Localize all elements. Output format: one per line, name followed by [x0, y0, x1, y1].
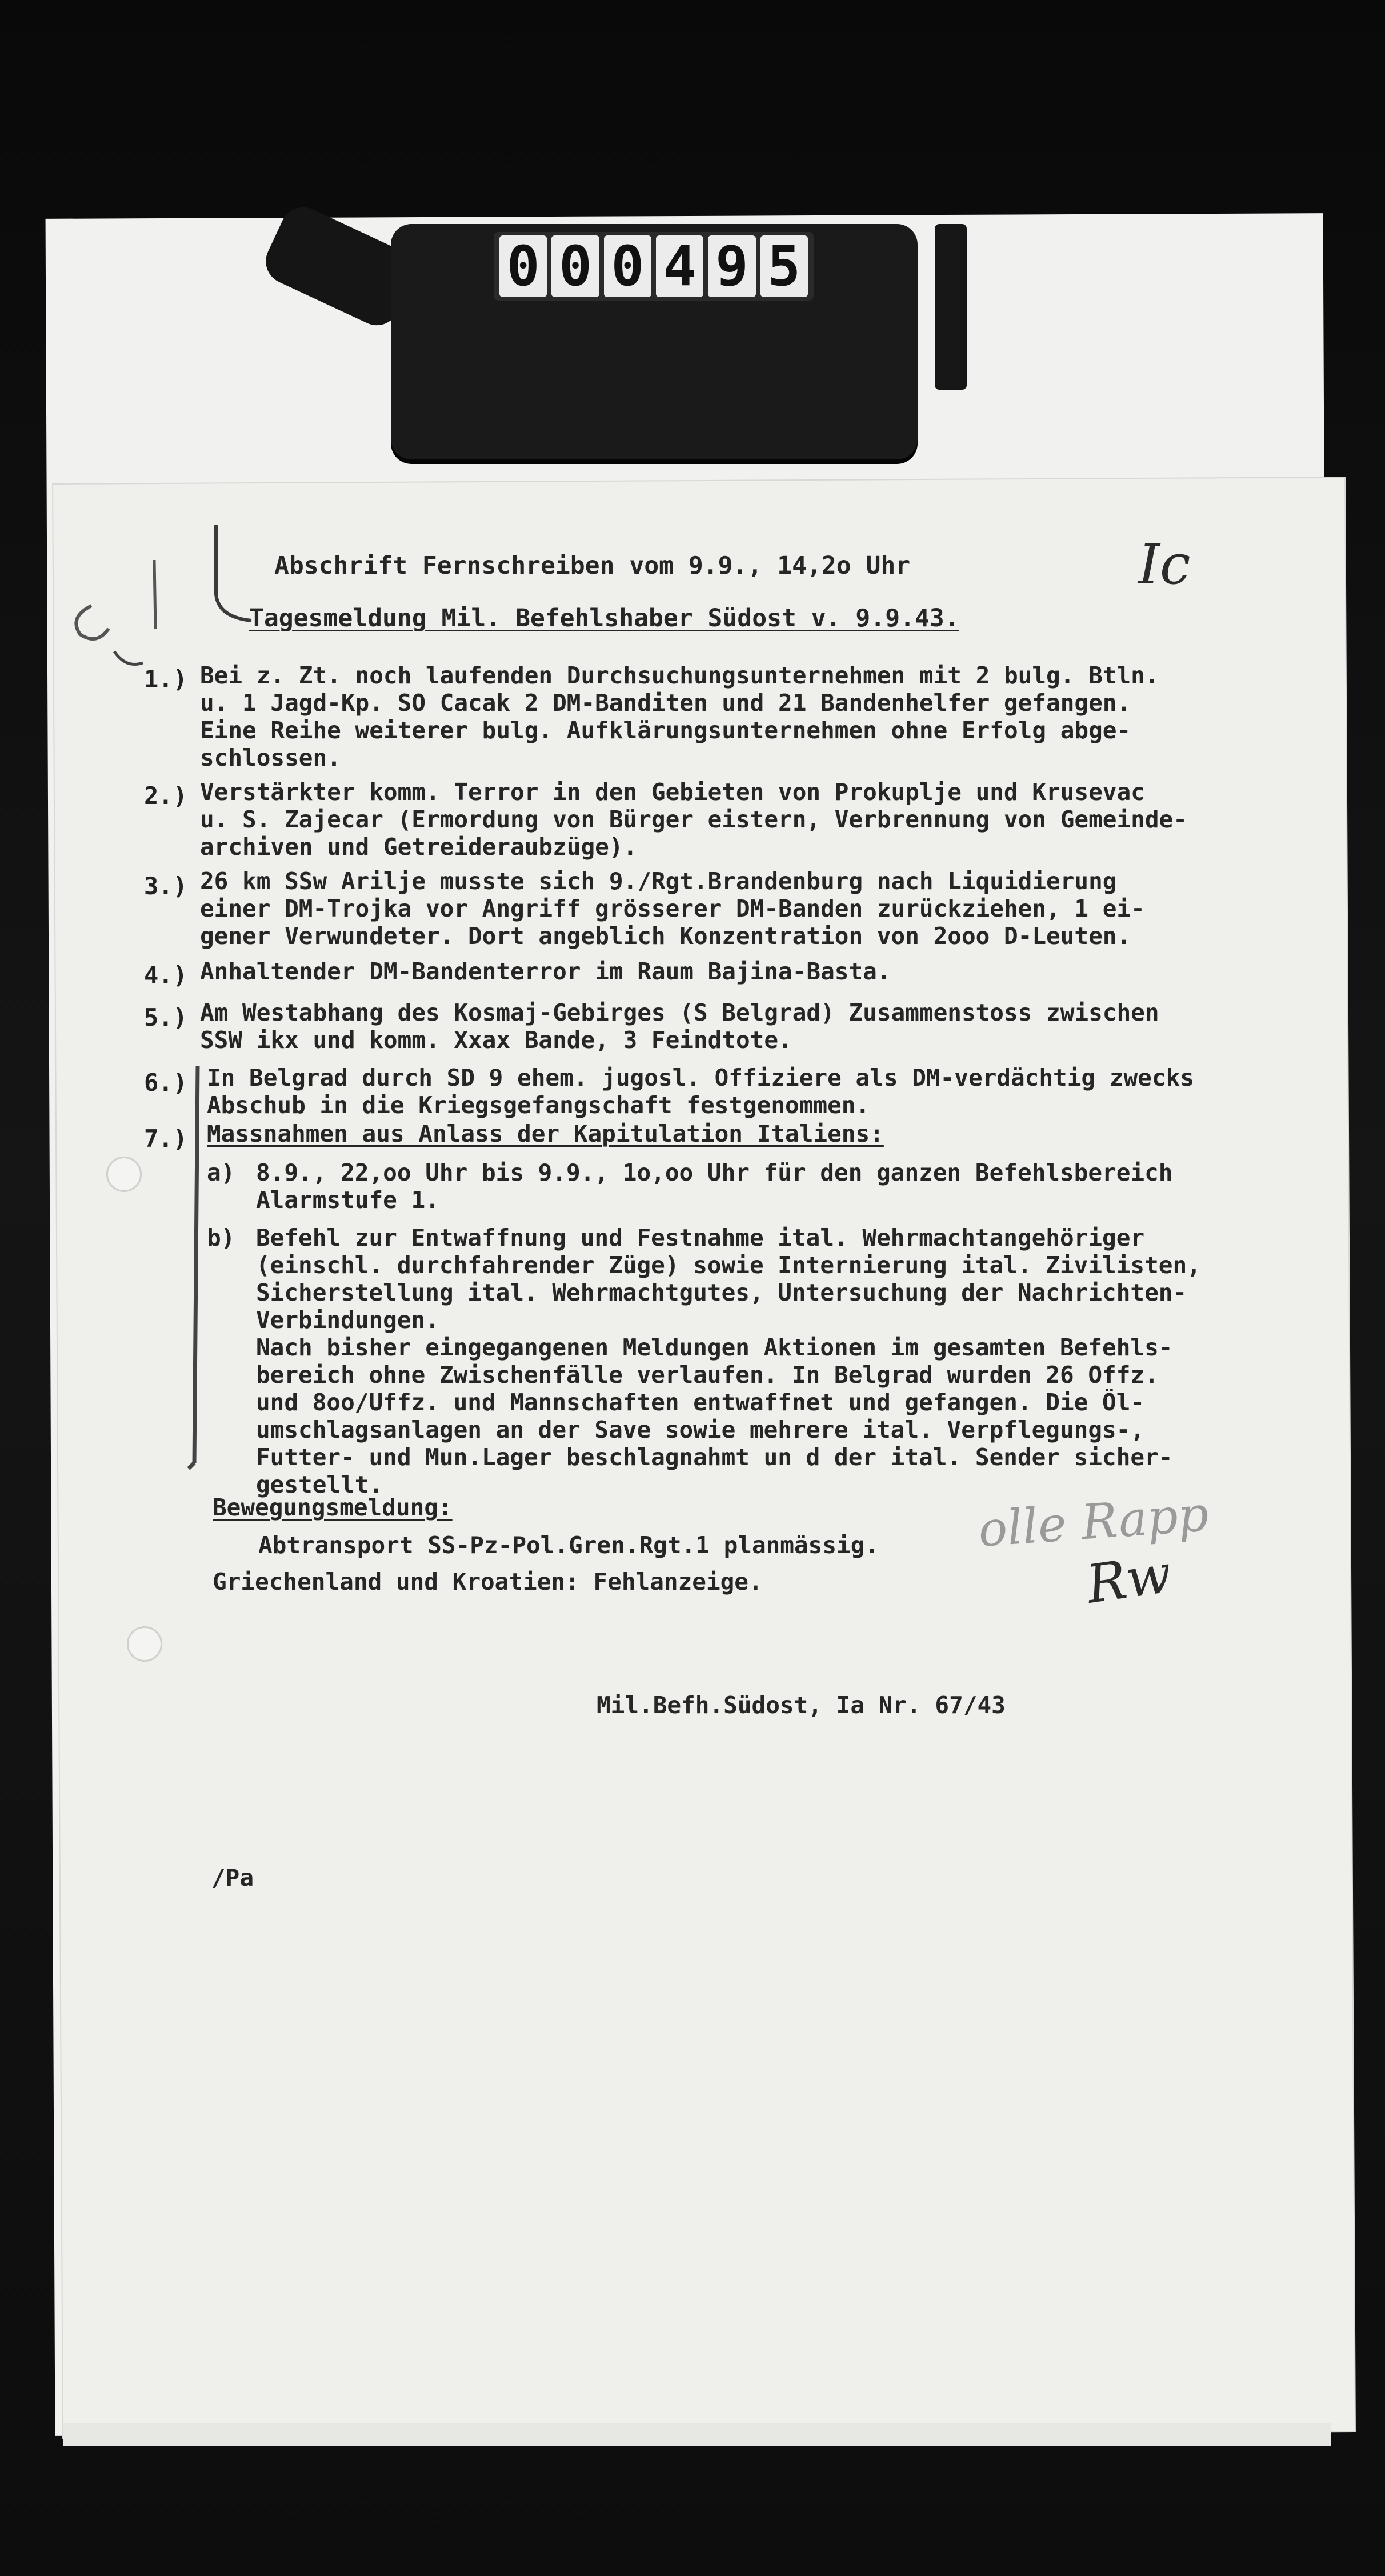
item-line: archiven und Getreideraubzüge). [200, 833, 638, 861]
sub-item-line: Sicherstellung ital. Wehrmachtgutes, Untersuchung der Nachrichten- [256, 1279, 1187, 1306]
frame-counter [391, 224, 918, 459]
sub-item-label: a) [207, 1159, 235, 1186]
sub-item-line: 8.9., 22,oo Uhr bis 9.9., 1o,oo Uhr für den ganzen Befehlsbereich [256, 1159, 1173, 1186]
item-line: 26 km SSw Arilje musste sich 9./Rgt.Brandenburg nach Liquidierung [200, 867, 1117, 895]
sub-item-line: Futter- und Mun.Lager beschlagnahmt un d der ital. Sender sicher- [256, 1443, 1173, 1471]
counter-digit: 0 [499, 235, 547, 297]
item-line: Massnahmen aus Anlass der Kapitulation Italiens: [207, 1120, 884, 1147]
sub-item-line: und 8oo/Uffz. und Mannschaften entwaffnet und gefangen. Die Öl- [256, 1389, 1145, 1416]
typist-initials: /Pa [211, 1864, 254, 1891]
counter-post [935, 224, 967, 390]
movement-line: Abtransport SS-Pz-Pol.Gren.Rgt.1 planmässig. [258, 1531, 879, 1559]
movement-heading: Bewegungsmeldung: [213, 1494, 453, 1521]
item-number: 4.) [144, 961, 187, 989]
item-line: u. 1 Jagd-Kp. SO Cacak 2 DM-Banditen und 21 Bandenhelfer gefangen. [200, 689, 1131, 717]
sub-item-line: gestellt. [256, 1471, 383, 1498]
item-number: 5.) [144, 1003, 187, 1031]
sub-item-line: (einschl. durchfahrender Züge) sowie Internierung ital. Zivilisten, [256, 1251, 1201, 1279]
counter-digit: 5 [760, 235, 808, 297]
item-line: SSW ikx und komm. Xxax Bande, 3 Feindtote. [200, 1026, 792, 1054]
item-line: Abschub in die Kriegsgefangschaft festgenommen. [207, 1091, 870, 1119]
sub-item-line: Verbindungen. [256, 1306, 439, 1334]
item-line: Anhaltender DM-Bandenterror im Raum Bajina-Basta. [200, 958, 891, 985]
item-number: 1.) [144, 665, 187, 693]
item-number: 3.) [144, 872, 187, 900]
item-line: Bei z. Zt. noch laufenden Durchsuchungsunternehmen mit 2 bulg. Btln. [200, 662, 1159, 689]
item-line: In Belgrad durch SD 9 ehem. jugosl. Offiziere als DM-verdächtig zwecks [207, 1064, 1194, 1091]
copy-line: Abschrift Fernschreiben vom 9.9., 14,2o Uhr [274, 551, 911, 580]
counter-digit: 9 [708, 235, 755, 297]
item-line: schlossen. [200, 744, 341, 771]
subject-line: Tagesmeldung Mil. Befehlshaber Südost v. 9.9.43. [249, 604, 959, 633]
handwritten-note: olle Rapp [976, 1486, 1211, 1558]
reference-line: Mil.Befh.Südost, Ia Nr. 67/43 [597, 1691, 1006, 1719]
sub-item-line: Nach bisher eingegangenen Meldungen Aktionen im gesamten Befehls- [256, 1334, 1173, 1361]
handwritten-mark: Ic [1138, 533, 1191, 597]
item-line: Verstärkter komm. Terror in den Gebieten von Prokuplje und Krusevac [200, 778, 1145, 806]
sub-item-line: umschlagsanlagen an der Save sowie mehrere ital. Verpflegungs-, [256, 1416, 1145, 1443]
sub-item-line: Befehl zur Entwaffnung und Festnahme ital. Wehrmachtangehöriger [256, 1224, 1145, 1251]
item-line: einer DM-Trojka vor Angriff grösserer DM-Banden zurückziehen, 1 ei- [200, 895, 1145, 922]
item-number: 7.) [144, 1125, 187, 1153]
sub-item-label: b) [207, 1224, 235, 1251]
counter-digit: 4 [656, 235, 703, 297]
item-line: u. S. Zajecar (Ermordung von Bürger eistern, Verbrennung von Gemeinde- [200, 806, 1187, 833]
counter-digit: 0 [551, 235, 599, 297]
item-line: Am Westabhang des Kosmaj-Gebirges (S Belgrad) Zusammenstoss zwischen [200, 999, 1159, 1026]
counter-window [494, 232, 814, 301]
sub-item-line: Alarmstufe 1. [256, 1186, 439, 1214]
item-line: Eine Reihe weiterer bulg. Aufklärungsunternehmen ohne Erfolg abge- [200, 717, 1131, 744]
item-number: 6.) [144, 1069, 187, 1097]
document-body [58, 481, 1350, 2434]
sub-item-line: bereich ohne Zwischenfälle verlaufen. In Belgrad wurden 26 Offz. [256, 1361, 1159, 1389]
counter-digit: 0 [604, 235, 651, 297]
handwritten-initials: Rw [1083, 1543, 1175, 1615]
item-line: gener Verwundeter. Dort angeblich Konzentration von 2ooo D-Leuten. [200, 922, 1131, 950]
item-number: 2.) [144, 782, 187, 810]
movement-line: Griechenland und Kroatien: Fehlanzeige. [213, 1568, 763, 1595]
